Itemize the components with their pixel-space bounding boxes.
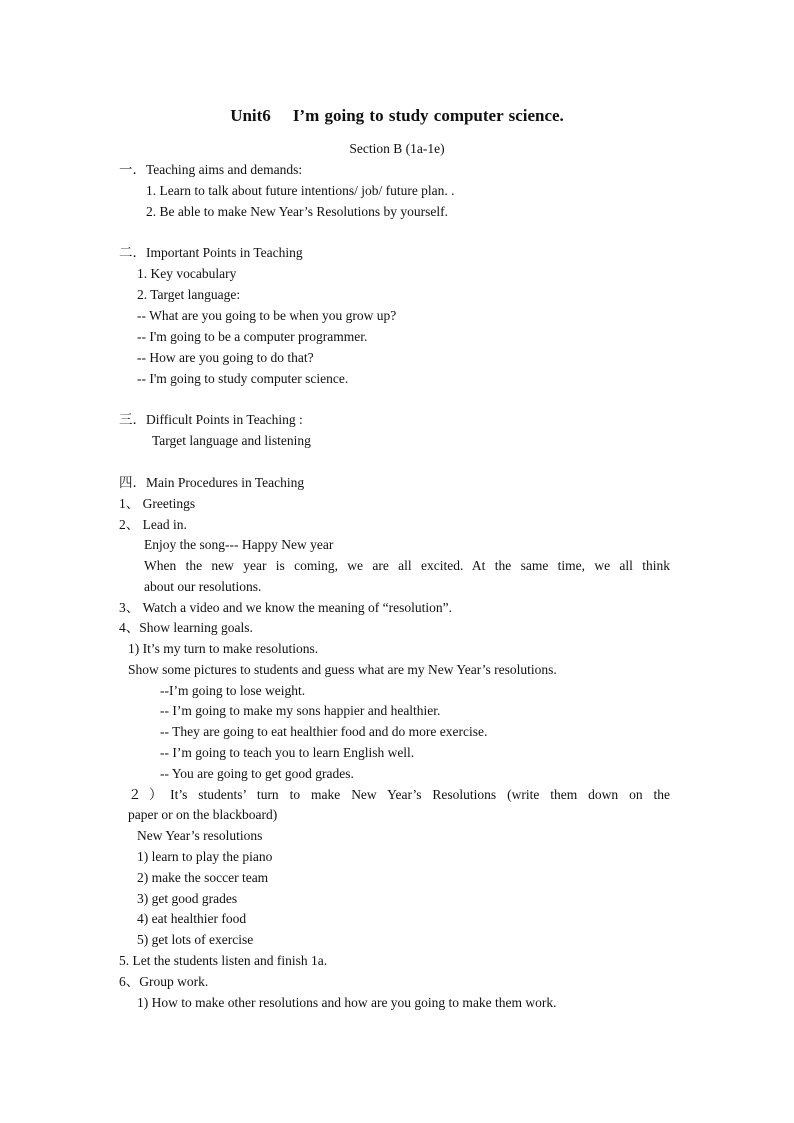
procedure-line: -- I’m going to teach you to learn English well. [160,745,415,760]
procedure-line: 2) make the soccer team [137,870,269,885]
title-unit: Unit6 [230,106,271,125]
title-text: I’m going to study computer science. [292,106,564,125]
procedure-line: --I’m going to lose weight. [160,683,306,698]
procedure-line: 1) learn to play the piano [137,849,273,864]
procedure-line: -- I’m going to make my sons happier and healthier. [160,703,441,718]
section-heading-important-points: 二．Important Points in Teaching [119,245,303,260]
procedure-line: New Year’s resolutions [137,828,263,843]
procedure-line: paper or on the blackboard) [128,807,278,822]
procedure-line: When the new year is coming, we are all excited. At the same time, we all think [144,558,670,573]
list-item: 1. Learn to talk about future intentions/ job/ future plan. . [146,183,455,198]
procedure-line: 5) get lots of exercise [137,932,254,947]
procedure-line: 4) eat healthier food [137,911,247,926]
procedure-line: -- You are going to get good grades. [160,766,354,781]
procedure-line: ２）It’s students’ turn to make New Year’s Resolutions (write them down on the [128,787,670,802]
procedure-line: Enjoy the song--- Happy New year [144,537,334,552]
procedure-line: 3、 Watch a video and we know the meaning of “resolution”. [119,600,452,615]
procedure-line: -- They are going to eat healthier food and do more exercise. [160,724,488,739]
procedure-line: 6、Group work. [119,974,209,989]
procedure-line: about our resolutions. [144,579,262,594]
document-title [0,106,794,126]
list-item: 1. Key vocabulary [137,266,237,281]
list-item: -- How are you going to do that? [137,350,314,365]
list-item: 2. Be able to make New Year’s Resolutions by yourself. [146,204,448,219]
procedure-line: 1) How to make other resolutions and how are you going to make them work. [137,995,557,1010]
list-item: Target language and listening [152,433,311,448]
section-heading-aims: 一．Teaching aims and demands: [119,162,303,177]
procedure-line: 1) It’s my turn to make resolutions. [128,641,319,656]
section-heading-procedures: 四．Main Procedures in Teaching [119,475,305,490]
section-heading-difficult-points: 三．Difficult Points in Teaching : [119,412,303,427]
procedure-line: 3) get good grades [137,891,238,906]
procedure-line: Show some pictures to students and guess what are my New Year’s resolutions. [128,662,557,677]
procedure-line: 2、 Lead in. [119,517,187,532]
procedure-line: 4、Show learning goals. [119,620,253,635]
procedure-line: 5. Let the students listen and finish 1a. [119,953,328,968]
document-subtitle: Section B (1a-1e) [349,141,445,156]
list-item: -- I'm going to be a computer programmer. [137,329,368,344]
list-item: -- I'm going to study computer science. [137,371,349,386]
list-item: -- What are you going to be when you grow up? [137,308,397,323]
procedure-line: 1、 Greetings [119,496,196,511]
list-item: 2. Target language: [137,287,241,302]
